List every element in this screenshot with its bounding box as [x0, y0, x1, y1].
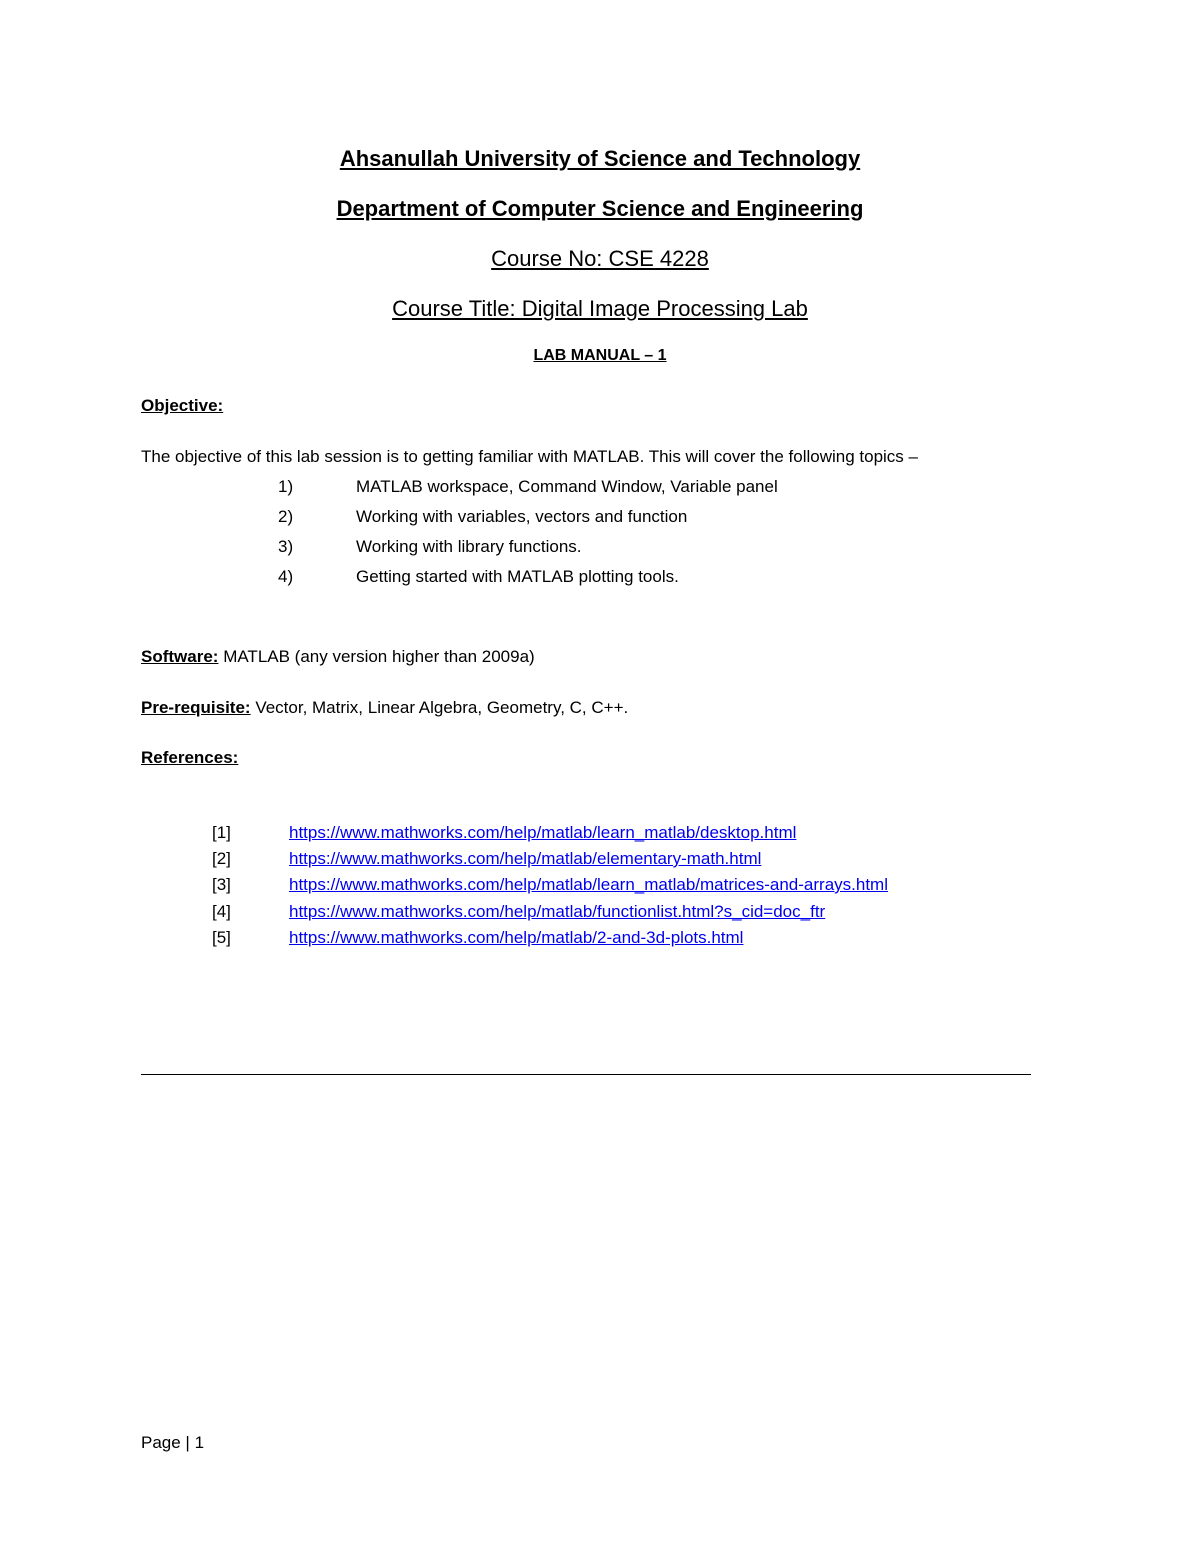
references-heading: References: — [141, 748, 239, 767]
reference-number: [5] — [212, 928, 231, 947]
reference-number: [4] — [212, 902, 231, 921]
topic-number: 1) — [278, 477, 294, 496]
software-label: Software: — [141, 647, 219, 666]
reference-number: [1] — [212, 823, 231, 842]
topic-text: Getting started with MATLAB plotting tools. — [356, 567, 679, 586]
objective-heading: Objective: — [141, 396, 224, 415]
topic-text: Working with library functions. — [356, 537, 582, 556]
page-number-footer: Page | 1 — [141, 1433, 205, 1452]
course-number: Course No: CSE 4228 — [491, 246, 709, 271]
topic-number: 2) — [278, 507, 294, 526]
prerequisite-label: Pre-requisite: — [141, 698, 251, 717]
reference-link[interactable]: https://www.mathworks.com/help/matlab/elementary-math.html — [289, 849, 762, 868]
reference-link[interactable]: https://www.mathworks.com/help/matlab/2-and-3d-plots.html — [289, 928, 744, 947]
topic-number: 3) — [278, 537, 294, 556]
software-line — [141, 647, 535, 667]
prerequisite-line — [141, 698, 628, 718]
lab-manual-title: LAB MANUAL – 1 — [533, 347, 667, 364]
topic-number: 4) — [278, 567, 294, 586]
topic-text: MATLAB workspace, Command Window, Variable panel — [356, 477, 778, 496]
university-title: Ahsanullah University of Science and Technology — [339, 146, 861, 171]
objective-text: The objective of this lab session is to getting familiar with MATLAB. This will cover the following topics – — [141, 447, 918, 466]
course-title: Course Title: Digital Image Processing Lab — [392, 296, 808, 321]
department-title: Department of Computer Science and Engineering — [336, 196, 864, 221]
reference-number: [2] — [212, 849, 231, 868]
horizontal-divider — [141, 1074, 1031, 1075]
reference-link[interactable]: https://www.mathworks.com/help/matlab/learn_matlab/matrices-and-arrays.html — [289, 875, 888, 894]
reference-link[interactable]: https://www.mathworks.com/help/matlab/learn_matlab/desktop.html — [289, 823, 797, 842]
reference-number: [3] — [212, 875, 231, 894]
software-value: MATLAB (any version higher than 2009a) — [218, 647, 535, 666]
reference-link[interactable]: https://www.mathworks.com/help/matlab/functionlist.html?s_cid=doc_ftr — [289, 902, 826, 921]
topic-text: Working with variables, vectors and function — [356, 507, 688, 526]
prerequisite-value: Vector, Matrix, Linear Algebra, Geometry, C, C++. — [250, 698, 629, 717]
